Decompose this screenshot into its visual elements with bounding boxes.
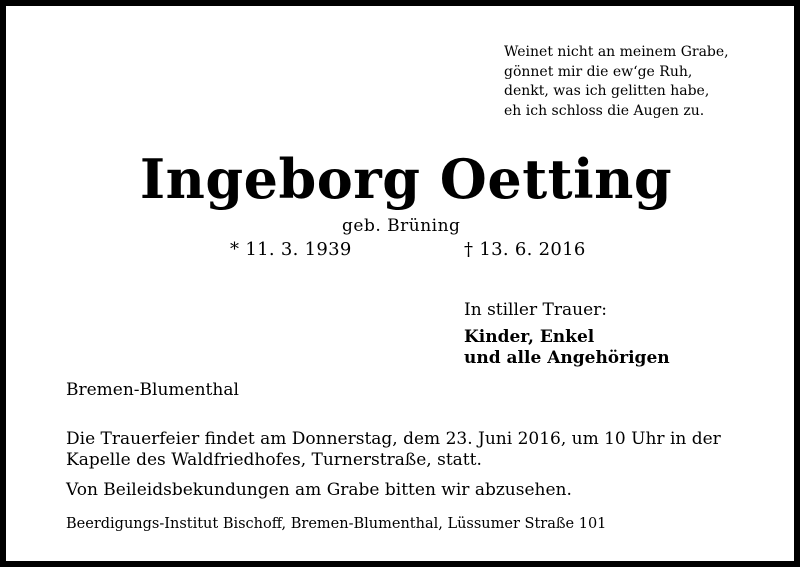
maiden-name: geb. Brüning bbox=[342, 216, 461, 236]
mourners-label: In stiller Trauer: bbox=[464, 300, 607, 320]
mourners-list bbox=[464, 327, 670, 369]
mourners-line: und alle Angehörigen bbox=[464, 348, 670, 368]
birth-date: * 11. 3. 1939 bbox=[230, 239, 352, 260]
undertaker: Beerdigungs-Institut Bischoff, Bremen-Blumenthal, Lüssumer Straße 101 bbox=[66, 516, 607, 532]
poem-line: gönnet mir die ew‘ge Ruh, bbox=[504, 63, 693, 80]
mourners-line: Kinder, Enkel bbox=[464, 327, 595, 347]
place: Bremen-Blumenthal bbox=[66, 380, 239, 400]
funeral-service bbox=[66, 429, 721, 471]
death-date: † 13. 6. 2016 bbox=[464, 239, 586, 260]
condolence-note: Von Beileidsbekundungen am Grabe bitten wir abzusehen. bbox=[66, 480, 572, 500]
service-line: Kapelle des Waldfriedhofes, Turnerstraße, statt. bbox=[66, 450, 482, 470]
poem-line: eh ich schloss die Augen zu. bbox=[504, 102, 705, 119]
poem bbox=[504, 43, 729, 121]
service-line: Die Trauerfeier findet am Donnerstag, dem 23. Juni 2016, um 10 Uhr in der bbox=[66, 429, 721, 449]
poem-line: Weinet nicht an meinem Grabe, bbox=[504, 44, 729, 60]
poem-line: denkt, was ich gelitten habe, bbox=[504, 83, 710, 99]
deceased-name: Ingeborg Oetting bbox=[139, 147, 673, 211]
